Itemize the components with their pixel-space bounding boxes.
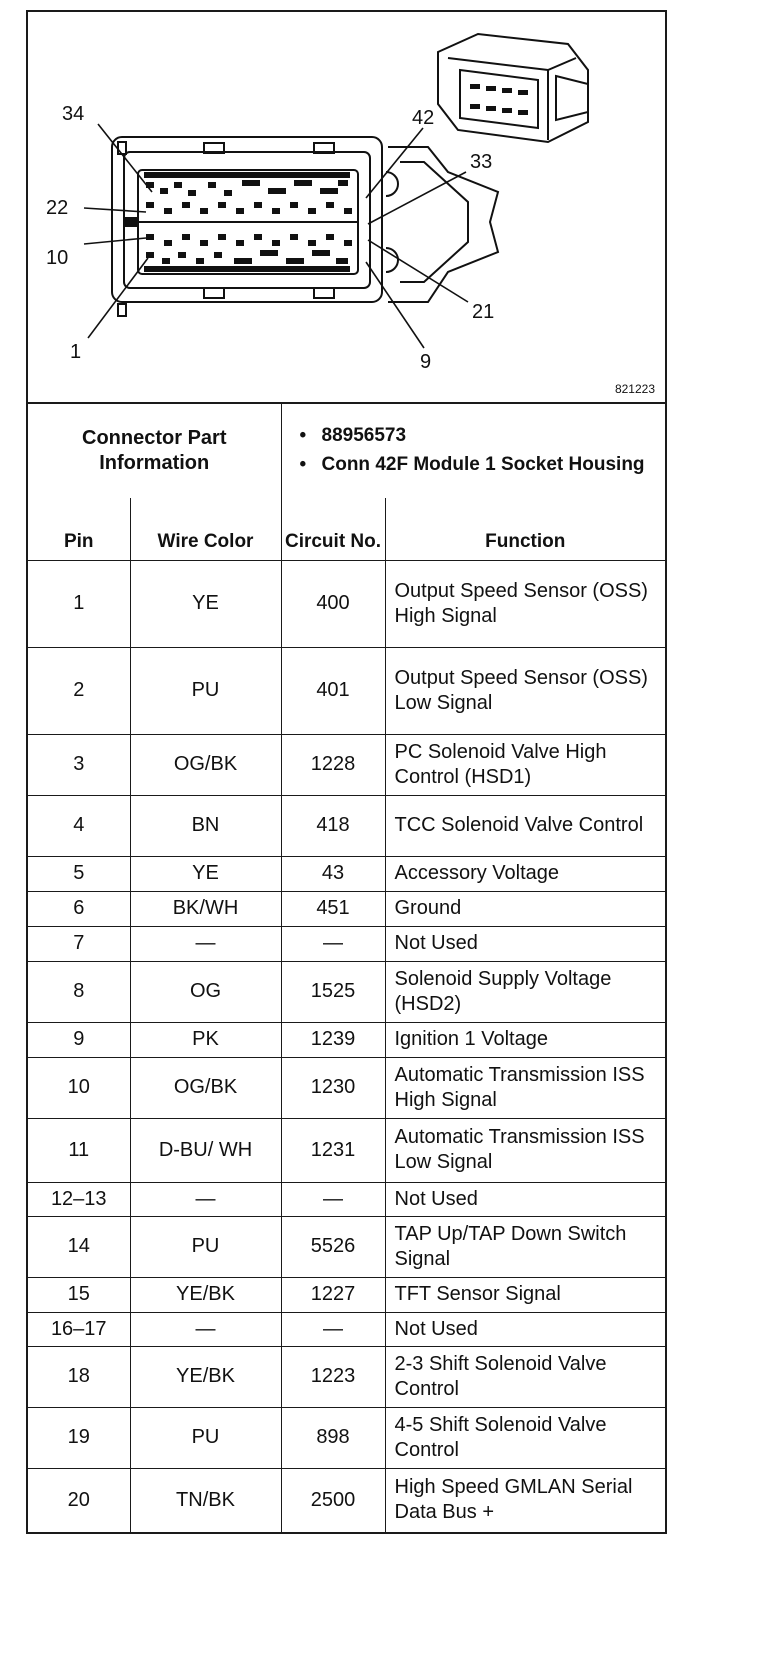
cell-circuit: —: [281, 1182, 385, 1216]
cell-circuit: —: [281, 1312, 385, 1346]
table-row: [28, 891, 665, 926]
cell-pin: 5: [28, 856, 130, 891]
table-row: [28, 1407, 665, 1468]
callout-21: 21: [472, 301, 495, 323]
cell-wire-color: PK: [130, 1022, 281, 1057]
cell-wire-color: PU: [130, 647, 281, 734]
cell-function: 2-3 Shift Solenoid Valve Control: [385, 1346, 665, 1407]
cell-pin: 7: [28, 926, 130, 961]
callout-42: 42: [412, 107, 435, 129]
cell-wire-color: YE: [130, 856, 281, 891]
cell-function: Not Used: [385, 1182, 665, 1216]
table-row: [28, 560, 665, 647]
cell-function: 4-5 Shift Solenoid Valve Control: [385, 1407, 665, 1468]
cell-pin: 19: [28, 1407, 130, 1468]
cell-pin: 12–13: [28, 1182, 130, 1216]
callout-34: 34: [62, 103, 85, 125]
cell-pin: 15: [28, 1277, 130, 1312]
cell-pin: 4: [28, 795, 130, 856]
cell-pin: 20: [28, 1468, 130, 1532]
cell-function: TCC Solenoid Valve Control: [385, 795, 665, 856]
cell-function: Output Speed Sensor (OSS) Low Signal: [385, 647, 665, 734]
table-row: [28, 1022, 665, 1057]
cell-circuit: 898: [281, 1407, 385, 1468]
cell-circuit: 418: [281, 795, 385, 856]
connector-info-label: Connector Part Information: [28, 404, 281, 498]
cell-pin: 8: [28, 961, 130, 1022]
cell-circuit: 451: [281, 891, 385, 926]
connector-drawing: [28, 12, 665, 402]
table-row: [28, 1182, 665, 1216]
cell-pin: 14: [28, 1216, 130, 1277]
cell-circuit: 400: [281, 560, 385, 647]
pinout-table: [28, 498, 665, 1532]
connector-info-table: [28, 404, 665, 498]
cell-pin: 2: [28, 647, 130, 734]
header-pin: Pin: [28, 498, 130, 560]
cell-wire-color: OG/BK: [130, 1057, 281, 1118]
cell-circuit: 5526: [281, 1216, 385, 1277]
cell-pin: 11: [28, 1118, 130, 1182]
header-wire-color: Wire Color: [130, 498, 281, 560]
table-header-row: [28, 498, 665, 560]
cell-function: High Speed GMLAN Serial Data Bus +: [385, 1468, 665, 1532]
figure-code: 821223: [614, 382, 655, 396]
table-row: [28, 734, 665, 795]
connector-diagram: [28, 12, 665, 404]
connector-info-list: [281, 404, 665, 498]
cell-circuit: —: [281, 926, 385, 961]
cell-function: Ground: [385, 891, 665, 926]
cell-wire-color: OG/BK: [130, 734, 281, 795]
table-row: [28, 961, 665, 1022]
cell-function: TFT Sensor Signal: [385, 1277, 665, 1312]
callout-22: 22: [46, 197, 69, 219]
cell-function: Automatic Transmission ISS High Signal: [385, 1057, 665, 1118]
cell-function: Automatic Transmission ISS Low Signal: [385, 1118, 665, 1182]
table-row: [28, 1118, 665, 1182]
callout-10: 10: [46, 247, 69, 269]
cell-function: Not Used: [385, 1312, 665, 1346]
cell-circuit: 1230: [281, 1057, 385, 1118]
table-row: [28, 1468, 665, 1532]
cell-circuit: 1223: [281, 1346, 385, 1407]
table-row: [28, 1277, 665, 1312]
cell-function: TAP Up/TAP Down Switch Signal: [385, 1216, 665, 1277]
cell-wire-color: PU: [130, 1216, 281, 1277]
table-row: [28, 795, 665, 856]
connector-document: [26, 10, 667, 1534]
header-function: Function: [385, 498, 665, 560]
cell-function: Output Speed Sensor (OSS) High Signal: [385, 560, 665, 647]
cell-circuit: 1227: [281, 1277, 385, 1312]
cell-wire-color: —: [130, 926, 281, 961]
callout-9: 9: [420, 351, 432, 373]
cell-function: Ignition 1 Voltage: [385, 1022, 665, 1057]
cell-pin: 3: [28, 734, 130, 795]
cell-wire-color: —: [130, 1312, 281, 1346]
table-row: [28, 926, 665, 961]
cell-wire-color: —: [130, 1182, 281, 1216]
table-row: [28, 1057, 665, 1118]
header-circuit: Circuit No.: [281, 498, 385, 560]
cell-wire-color: BK/WH: [130, 891, 281, 926]
cell-circuit: 43: [281, 856, 385, 891]
table-row: [28, 1216, 665, 1277]
cell-circuit: 401: [281, 647, 385, 734]
table-row: [28, 856, 665, 891]
cell-pin: 6: [28, 891, 130, 926]
cell-circuit: 1525: [281, 961, 385, 1022]
cell-wire-color: PU: [130, 1407, 281, 1468]
cell-wire-color: OG: [130, 961, 281, 1022]
cell-function: Not Used: [385, 926, 665, 961]
cell-wire-color: D-BU/ WH: [130, 1118, 281, 1182]
table-row: [28, 1312, 665, 1346]
cell-function: Accessory Voltage: [385, 856, 665, 891]
callout-33: 33: [470, 151, 493, 173]
cell-wire-color: BN: [130, 795, 281, 856]
cell-function: PC Solenoid Valve High Control (HSD1): [385, 734, 665, 795]
cell-wire-color: YE: [130, 560, 281, 647]
cell-circuit: 2500: [281, 1468, 385, 1532]
cell-circuit: 1239: [281, 1022, 385, 1057]
cell-wire-color: TN/BK: [130, 1468, 281, 1532]
cell-wire-color: YE/BK: [130, 1277, 281, 1312]
cell-function: Solenoid Supply Voltage (HSD2): [385, 961, 665, 1022]
table-row: [28, 1346, 665, 1407]
cell-pin: 18: [28, 1346, 130, 1407]
cell-wire-color: YE/BK: [130, 1346, 281, 1407]
table-row: [28, 647, 665, 734]
callout-1: 1: [70, 341, 82, 363]
cell-circuit: 1228: [281, 734, 385, 795]
cell-pin: 10: [28, 1057, 130, 1118]
cell-pin: 16–17: [28, 1312, 130, 1346]
cell-pin: 9: [28, 1022, 130, 1057]
cell-pin: 1: [28, 560, 130, 647]
connector-description: • Conn 42F Module 1 Socket Housing: [322, 452, 658, 477]
connector-part-number: • 88956573: [322, 423, 658, 448]
cell-circuit: 1231: [281, 1118, 385, 1182]
